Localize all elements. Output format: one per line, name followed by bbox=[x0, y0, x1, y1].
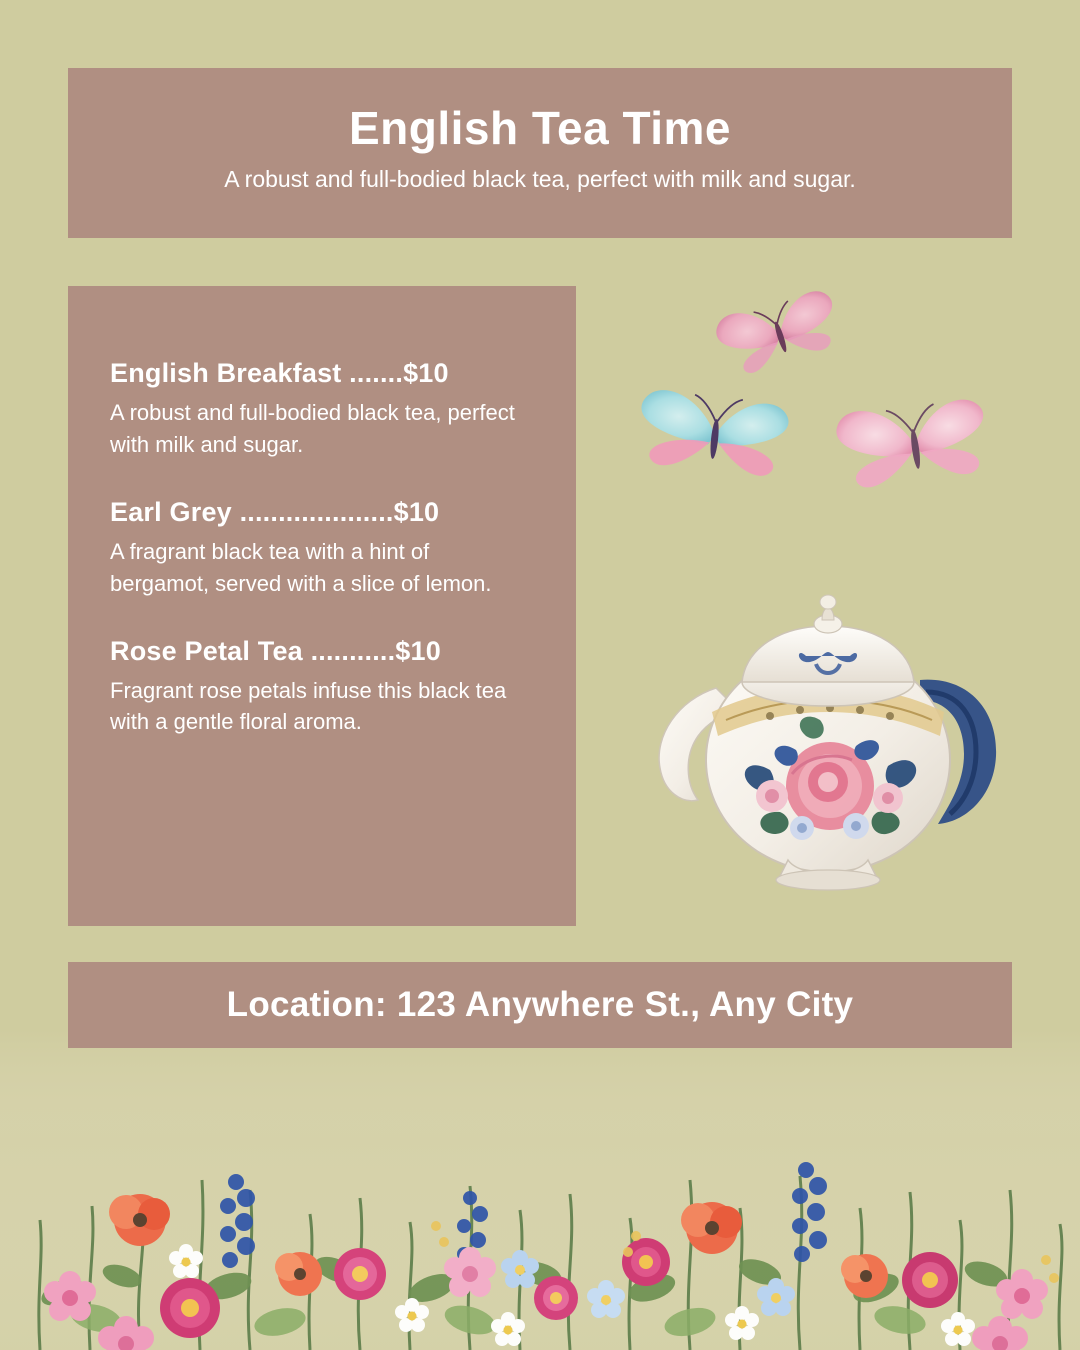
butterflies-icon bbox=[620, 280, 1020, 530]
menu-item-title: English Breakfast .......$10 bbox=[110, 358, 449, 388]
location-band bbox=[68, 962, 1012, 1048]
menu-item-title: Rose Petal Tea ...........$10 bbox=[110, 635, 441, 666]
flower-border-icon bbox=[0, 1030, 1080, 1350]
page-title: English Tea Time bbox=[348, 101, 732, 154]
location-text: Location: 123 Anywhere St., Any City bbox=[226, 985, 854, 1024]
menu-item bbox=[110, 358, 530, 461]
menu-item bbox=[110, 497, 530, 600]
menu-item-description: Fragrant rose petals infuse this black tea with a gentle floral aroma. bbox=[110, 677, 507, 735]
page-subtitle: A robust and full-bodied black tea, perfect with milk and sugar. bbox=[224, 166, 856, 193]
menu-card bbox=[68, 286, 576, 926]
menu-item bbox=[110, 636, 530, 739]
teapot-icon bbox=[620, 560, 1020, 950]
header-band bbox=[68, 68, 1012, 238]
menu-item-description: A robust and full-bodied black tea, perfect with milk and sugar. bbox=[110, 400, 515, 457]
menu-item-description: A fragrant black tea with a hint of bergamot, served with a slice of lemon. bbox=[110, 538, 492, 596]
menu-item-title: Earl Grey ....................$10 bbox=[110, 496, 440, 527]
